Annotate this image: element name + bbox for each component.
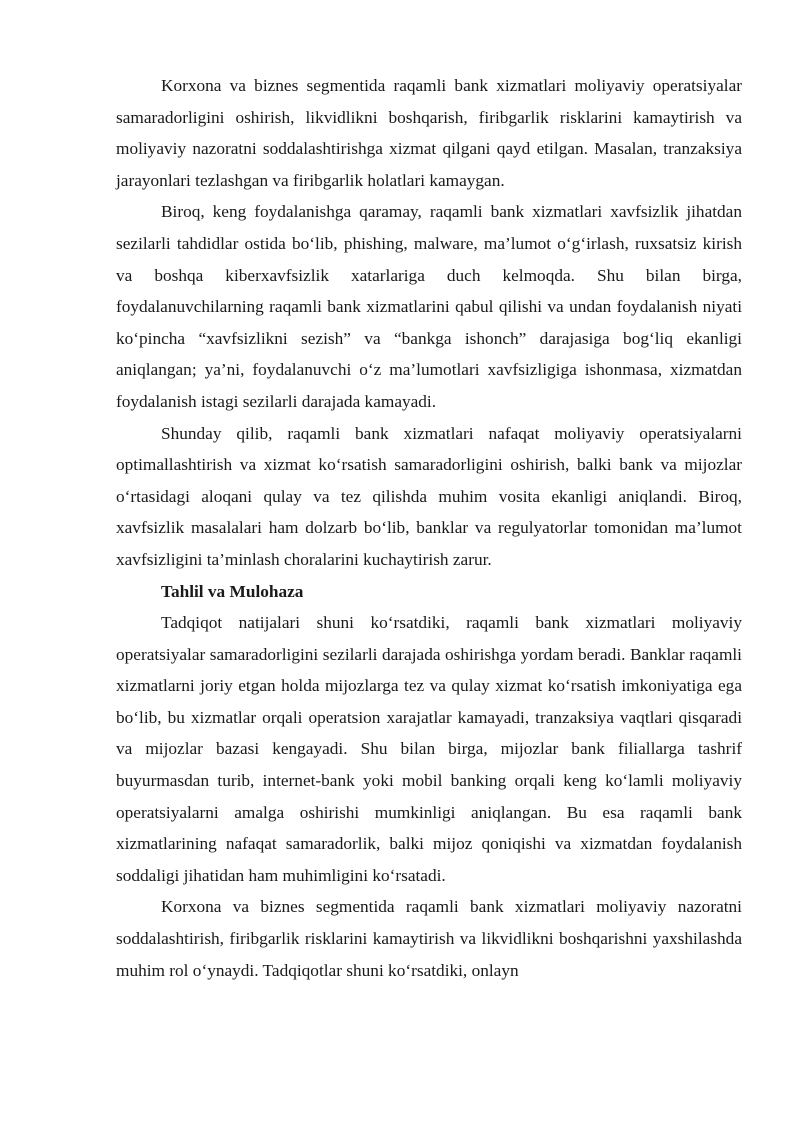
section-heading: Tahlil va Mulohaza	[161, 581, 304, 601]
paragraph-3: Shunday qilib, raqamli bank xizmatlari nafaqat moliyaviy operatsiyalarni optimallashtirish va xizmat ko‘rsatish samaradorligini oshirish, balki bank va mijozlar o‘rtasidagi aloqani qulay va tez qilishda muhim vosita ekanligi aniqlandi. Biroq, xavfsizlik masalalari ham dolzarb bo‘lib, banklar va regulyatorlar tomonidan ma’lumot xavfsizligini ta’minlash choralarini kuchaytirish zarur.	[116, 423, 742, 569]
paragraph-4: Tadqiqot natijalari shuni ko‘rsatdiki, raqamli bank xizmatlari moliyaviy operatsiyalar samaradorligini sezilarli darajada oshirishga yordam beradi. Banklar raqamli xizmatlarni joriy etgan holda mijozlarga tez va qulay xizmat ko‘rsatish imkoniyatiga ega bo‘lib, bu xizmatlar orqali operatsion xarajatlar kamayadi, tranzaksiya vaqtlari qisqaradi va mijozlar bazasi kengayadi. Shu bilan birga, mijozlar bank filiallarga tashrif buyurmasdan turib, internet-bank yoki mobil banking orqali keng ko‘lamli moliyaviy operatsiyalarni amalga oshirishi mumkinligi aniqlangan. Bu esa raqamli bank xizmatlarining nafaqat samaradorlik, balki mijoz qoniqishi va xizmatdan foydalanish soddaligi jihatidan ham muhimligini ko‘rsatadi.	[116, 613, 742, 885]
paragraph-5: Korxona va biznes segmentida raqamli bank xizmatlari moliyaviy nazoratni soddalashtirish, firibgarlik risklarini kamaytirish va likvidlikni boshqarishni yaxshilashda muhim rol o‘ynaydi. Tadqiqotlar shuni ko‘rsatdiki, onlayn	[116, 897, 742, 980]
paragraph-1: Korxona va biznes segmentida raqamli bank xizmatlari moliyaviy operatsiyalar samaradorligini oshirish, likvidlikni boshqarish, firibgarlik risklarini kamaytirish va moliyaviy nazoratni soddalashtirishga xizmat qilgani qayd etilgan. Masalan, tranzaksiya jarayonlari tezlashgan va firibgarlik holatlari kamaygan.	[116, 76, 742, 190]
paragraph-2: Biroq, keng foydalanishga qaramay, raqamli bank xizmatlari xavfsizlik jihatdan sezilarli tahdidlar ostida bo‘lib, phishing, malware, ma’lumot o‘g‘irlash, ruxsatsiz kirish va boshqa kiberxavfsizlik xatarlariga duch kelmoqda. Shu bilan birga, foydalanuvchilarning raqamli bank xizmatlarini qabul qilishi va undan foydalanish niyati ko‘pincha “xavfsizlikni sezish” va “bankga ishonch” darajasiga bog‘liq ekanligi aniqlangan; ya’ni, foydalanuvchi o‘z ma’lumotlari xavfsizligiga ishonmasa, xizmatdan foydalanish istagi sezilarli darajada kamayadi.	[116, 202, 742, 411]
